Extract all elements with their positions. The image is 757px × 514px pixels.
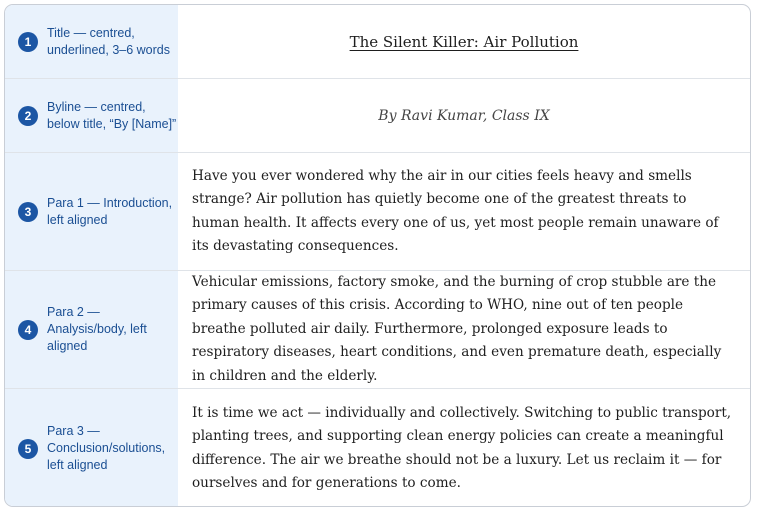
article-byline: By Ravi Kumar, Class IX xyxy=(378,107,550,124)
row-label: Para 1 — Introduction, left aligned xyxy=(47,195,173,227)
step-number-badge: 5 xyxy=(18,439,38,459)
table-row xyxy=(5,271,750,389)
article-structure-table xyxy=(4,4,751,507)
table-row xyxy=(5,5,750,79)
step-number-badge: 1 xyxy=(18,32,38,52)
row-label-cell xyxy=(5,153,178,270)
table-row xyxy=(5,79,750,153)
row-label-cell xyxy=(5,5,178,78)
step-number-badge: 2 xyxy=(18,106,38,126)
row-label: Para 3 — Conclusion/solutions, left aligned xyxy=(47,424,166,472)
row-content-cell xyxy=(178,271,750,388)
row-content-cell xyxy=(178,389,750,507)
paragraph-introduction: Have you ever wondered why the air in our cities feels heavy and smells strange? Air pollution has quietly become one of the greatest threats to human health. It affects every one of us, yet most people remain unaware of its devastating consequences. xyxy=(192,167,719,254)
row-label: Para 2 — Analysis/body, left aligned xyxy=(47,305,147,353)
row-content-cell xyxy=(178,153,750,270)
table-row xyxy=(5,389,750,507)
row-content-cell xyxy=(178,5,750,78)
row-label: Byline — centred, below title, “By [Name]” xyxy=(47,99,177,131)
step-number-badge: 4 xyxy=(18,320,38,340)
row-label: Title — centred, underlined, 3–6 words xyxy=(47,25,170,57)
row-label-cell xyxy=(5,79,178,152)
table-row xyxy=(5,153,750,271)
article-title: The Silent Killer: Air Pollution xyxy=(349,32,579,51)
step-number-badge: 3 xyxy=(18,202,38,222)
paragraph-conclusion: It is time we act — individually and collectively. Switching to public transport, planting trees, and supporting clean energy policies can create a meaningful difference. The air we breathe should not be a luxury. Let us reclaim it — for ourselves and for generations to come. xyxy=(192,404,732,491)
row-content-cell xyxy=(178,79,750,152)
paragraph-analysis: Vehicular emissions, factory smoke, and the burning of crop stubble are the primary causes of this crisis. According to WHO, nine out of ten people breathe polluted air daily. Furthermore, prolonged exposure leads to respiratory diseases, heart conditions, and even premature death, especially in children and the elderly. xyxy=(192,273,722,384)
row-label-cell xyxy=(5,271,178,388)
row-label-cell xyxy=(5,389,178,507)
